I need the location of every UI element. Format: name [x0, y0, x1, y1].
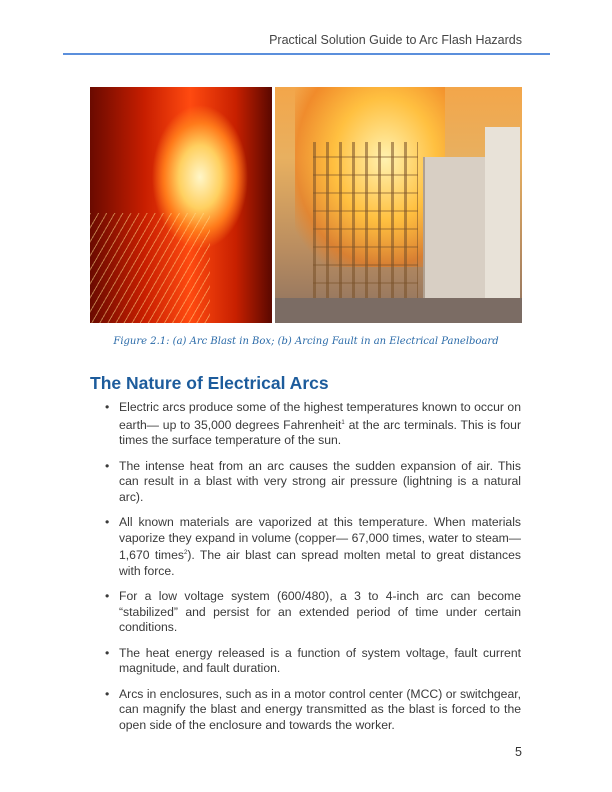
footnote-ref: 2: [183, 550, 188, 557]
text: All known materials are vaporized at this temperature. When materials vaporize they expand in volume (copper— 67,000 times, water to steam—1,670 times: [119, 515, 521, 563]
text: Arcs in enclosures, such as in a motor control center (MCC) or switchgear, can magnify the blast and energy transmitted as the blast is forced to the open side of the enclosure and towards the worker.: [119, 686, 521, 732]
header-rule: [63, 53, 550, 55]
section-heading: The Nature of Electrical Arcs: [90, 373, 329, 393]
text: The heat energy released is a function of system voltage, fault current magnitude, and fault duration.: [119, 645, 521, 676]
list-item: • The intense heat from an arc causes the sudden expansion of air. This can result in a blast with very strong air pressure (lightning is a natural arc).: [105, 458, 521, 504]
figure-image-arc-blast-in-box: [90, 87, 272, 323]
list-item: • Electric arcs produce some of the highest temperatures known to occur on earth— up to 35,000 degrees Fahrenheit$^1$ at the arc terminals. This is four times the surface temperature of the sun.: [105, 400, 522, 448]
text: The intense heat from an arc causes the sudden expansion of air. This can result in a blast with very strong air pressure (lightning is a natural arc).: [119, 458, 521, 504]
text: at the arc terminals. This is four times the surface temperature of the sun.: [119, 417, 522, 448]
list-item: • The heat energy released is a function of system voltage, fault current magnitude, and fault duration.: [105, 645, 521, 676]
text: For a low voltage system (600/480), a 3 to 4-inch arc can become “stabilized” and persist for an extended period of time under certain conditions.: [119, 589, 521, 635]
list-item: • For a low voltage system (600/480), a 3 to 4-inch arc can become “stabilized” and persist for an extended period of time under certain conditions.: [105, 589, 521, 635]
footnote-ref: 1: [341, 419, 345, 426]
figure-caption: Figure 2.1: (a) Arc Blast in Box; (b) Arcing Fault in an Electrical Panelboard: [113, 336, 499, 347]
page-number: 5: [515, 745, 522, 759]
running-header: Practical Solution Guide to Arc Flash Hazards: [269, 33, 522, 47]
figure-image-arcing-fault-panelboard: [275, 87, 522, 323]
list-item: • All known materials are vaporized at this temperature. When materials vaporize they expand in volume (copper— 67,000 times, water to steam—1,670 times$^2$). The air blast can spread molten metal to great distances with force.: [105, 515, 521, 578]
text: ). The air blast can spread molten metal to great distances with force.: [119, 548, 521, 578]
bullet-list: [90, 400, 521, 743]
text: Electric arcs produce some of the highest temperatures known to occur on earth— up to 35,000 degrees Fahrenheit: [119, 400, 521, 432]
list-item: • Arcs in enclosures, such as in a motor control center (MCC) or switchgear, can magnify the blast and energy transmitted as the blast is forced to the open side of the enclosure and towards the worker.: [105, 686, 521, 732]
